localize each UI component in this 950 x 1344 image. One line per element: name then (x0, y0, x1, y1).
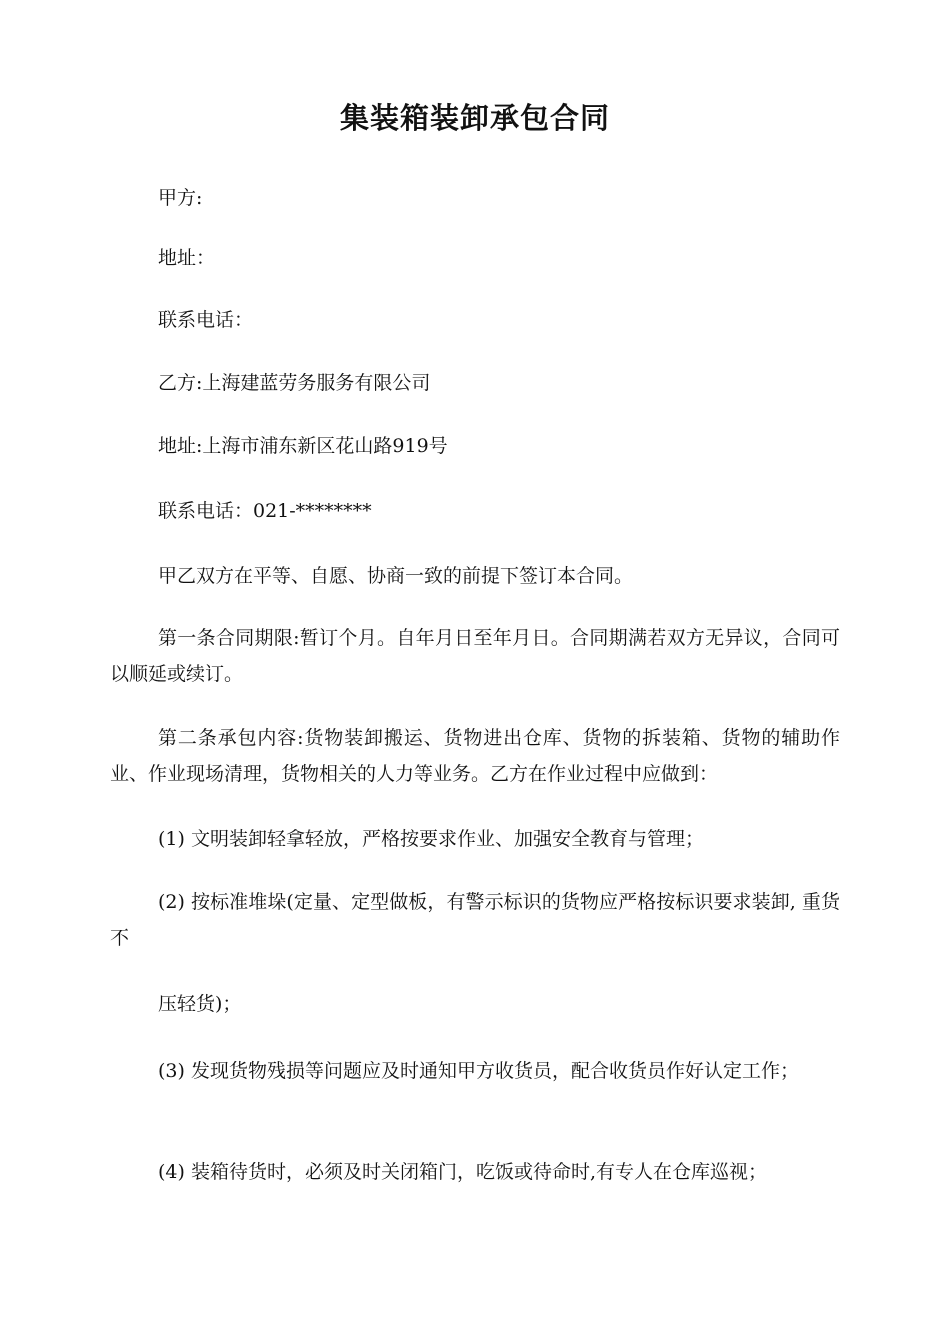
requirement-3: (3) 发现货物残损等问题应及时通知甲方收货员，配合收货员作好认定工作； (158, 1060, 799, 1082)
requirement-2: (2) 按标准堆垛(定量、定型做板，有警示标识的货物应严格按标识要求装卸, 重货不 (110, 891, 840, 949)
party-b-address: 地址:上海市浦东新区花山路919号 (158, 435, 448, 457)
document-title: 集装箱装卸承包合同 (339, 101, 610, 135)
party-b-phone: 联系电话：021-******** (158, 500, 372, 522)
article-1-term: 第一条合同期限:暂订个月。自年月日至年月日。合同期满若双方无异议，合同可以顺延或续订。 (110, 627, 840, 685)
party-a-address: 地址： (158, 247, 216, 269)
requirement-1: (1) 文明装卸轻拿轻放，严格按要求作业、加强安全教育与管理； (158, 828, 704, 850)
party-a-phone: 联系电话： (158, 309, 254, 331)
party-a-label: 甲方: (158, 187, 203, 209)
article-2-scope: 第二条承包内容:货物装卸搬运、货物进出仓库、货物的拆装箱、货物的辅助作业、作业现场清理，货物相关的人力等业务。乙方在作业过程中应做到： (110, 727, 840, 785)
requirement-2-continued: 压轻货)； (158, 993, 242, 1015)
party-b-name: 乙方:上海建蓝劳务服务有限公司 (158, 372, 431, 394)
contract-preamble: 甲乙双方在平等、自愿、协商一致的前提下签订本合同。 (158, 565, 634, 587)
requirement-4: (4) 装箱待货时，必须及时关闭箱门，吃饭或待命时,有专人在仓库巡视； (158, 1161, 767, 1183)
